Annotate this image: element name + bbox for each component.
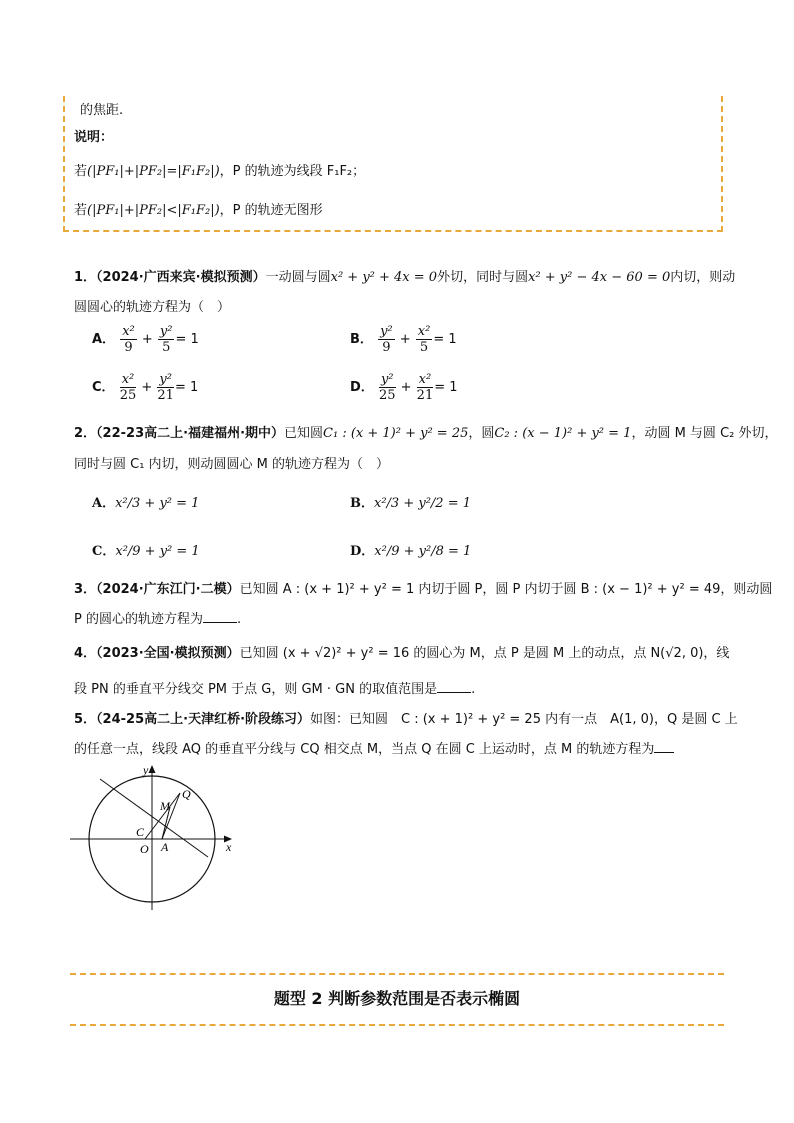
- answer-blank[interactable]: [654, 740, 674, 753]
- frac-num: y²: [159, 324, 173, 339]
- q2-option-c: [92, 540, 200, 559]
- q1-option-a: A． $\frac{\text{x²}}{9}$ + $\frac{\text{y²}}{5}$ = 1: [92, 324, 199, 355]
- q2-line-2: 同时与圆 C₁ 内切，则动圆圆心 M 的轨迹方程为（ ）: [74, 457, 390, 472]
- frac-den: 5: [419, 340, 429, 355]
- note-line-3-math: (|PF₁|+|PF₂|<|F₁F₂|): [87, 203, 220, 218]
- option-expr: x²/3 + y²/2 = 1: [374, 496, 471, 511]
- option-label: A．: [92, 496, 116, 511]
- note-line-2-suffix: ，P 的轨迹为线段 F₁F₂；: [219, 164, 366, 179]
- frac-den: 9: [382, 340, 391, 355]
- q1-option-b: B． $\frac{\text{y²}}{9}$ + $\frac{\text{x²}}{5}$ = 1: [350, 324, 457, 355]
- q4-text-a: 已知圆 (x + √2)² + y² = 16 的圆心为 M，点 P 是圆 M 上的动点，点 N(√2, 0)，线: [239, 646, 730, 661]
- option-label: D．: [350, 380, 374, 395]
- option-rhs: = 1: [434, 380, 458, 395]
- frac-num: y²: [380, 372, 394, 387]
- option-rhs: = 1: [433, 332, 457, 347]
- q2-option-a: [92, 492, 199, 511]
- q2-text-b: ，圆: [468, 426, 495, 441]
- note-heading: 说明：: [74, 130, 114, 145]
- frac-den: 25: [119, 388, 137, 403]
- option-label: C．: [92, 380, 115, 395]
- q2-text-c: ，动圆 M 与圆 C₂ 外切，: [631, 426, 778, 441]
- q1-option-d: D． $\frac{\text{y²}}{25}$ + $\frac{\text{x²}}{21}$ = 1: [350, 372, 458, 403]
- label-c: C: [136, 825, 145, 839]
- q1-text-b: 外切，同时与圆: [437, 270, 529, 285]
- q1-number: 1．: [74, 270, 97, 285]
- q3-line-1: [74, 578, 772, 597]
- q5-text-a: 如图：已知圆 C : (x + 1)² + y² = 25 内有一点 A(1, 0)，Q 是圆 C 上: [310, 712, 738, 727]
- q4-line-1: [74, 642, 729, 661]
- q3-end: .: [236, 612, 242, 627]
- q3-text-a: 已知圆 A : (x + 1)² + y² = 1 内切于圆 P，圆 P 内切于圆 B : (x − 1)² + y² = 49，则动圆: [239, 582, 773, 597]
- frac-den: 5: [162, 340, 171, 355]
- note-line-3-suffix: ，P 的轨迹无图形: [219, 203, 323, 218]
- label-y: y: [143, 763, 149, 777]
- q4-number: 4．: [74, 646, 97, 661]
- section-divider-bottom: [70, 1024, 724, 1026]
- q4-source: （2023·全国·模拟预测）: [96, 646, 240, 661]
- frac-num: x²: [121, 372, 135, 387]
- frac-den: 21: [157, 388, 174, 403]
- note-line-2-math: (|PF₁|+|PF₂|=|F₁F₂|): [87, 164, 220, 179]
- q1-source: （2024·广西来宾·模拟预测）: [96, 270, 266, 285]
- q1-text-c: 内切，则动: [670, 270, 736, 285]
- q4-text-b: 段 PN 的垂直平分线交 PM 于点 G，则 GM · GN 的取值范围是: [74, 682, 438, 697]
- frac-num: x²: [122, 324, 135, 339]
- q2-option-d: [350, 540, 471, 559]
- q1-eq-1: x² + y² + 4x = 0: [330, 270, 438, 285]
- option-label: D．: [350, 544, 375, 559]
- frac-num: y²: [159, 372, 172, 387]
- option-expr: x²/9 + y² = 1: [115, 544, 200, 559]
- option-label: A．: [92, 332, 116, 347]
- frac-num: y²: [380, 324, 393, 339]
- frac-den: 21: [416, 388, 434, 403]
- q2-line-1: [74, 422, 778, 441]
- y-axis-arrow: [149, 765, 156, 773]
- q3-line-2: [74, 608, 241, 627]
- q3-number: 3．: [74, 582, 97, 597]
- label-x: x: [226, 840, 232, 854]
- q5-line-1: [74, 708, 738, 727]
- note-line-3-prefix: 若: [74, 203, 88, 218]
- label-m: M: [160, 799, 170, 813]
- frac-den: 9: [124, 340, 133, 355]
- q3-text-b: P 的圆心的轨迹方程为: [74, 612, 203, 627]
- option-expr: x²/3 + y² = 1: [115, 496, 200, 511]
- q4-line-2: [74, 678, 475, 697]
- option-rhs: = 1: [174, 380, 199, 395]
- q1-line-2: 圆圆心的轨迹方程为（ ）: [74, 300, 231, 315]
- q2-option-b: [350, 492, 471, 511]
- q4-end: .: [471, 682, 476, 697]
- label-a: A: [161, 840, 169, 854]
- note-line-1: 的焦距.: [80, 103, 124, 118]
- q2-text-a: 已知圆: [284, 426, 324, 441]
- answer-blank[interactable]: [437, 680, 471, 693]
- frac-num: x²: [418, 372, 432, 387]
- q2-source: （22-23高二上·福建福州·期中）: [96, 426, 285, 441]
- q5-text-b: 的任意一点，线段 AQ 的垂直平分线与 CQ 相交点 M，当点 Q 在圆 C 上运动时，点 M 的轨迹方程为: [74, 742, 655, 757]
- answer-blank[interactable]: [203, 610, 237, 623]
- q2-number: 2．: [74, 426, 97, 441]
- section-divider-top: [70, 973, 724, 975]
- q3-source: （2024·广东江门·二模）: [96, 582, 240, 597]
- circle-figure: [70, 758, 245, 913]
- q1-text-a: 一动圆与圆: [265, 270, 331, 285]
- label-o: O: [140, 842, 149, 856]
- q2-eq-2: C₂ : (x − 1)² + y² = 1: [494, 426, 632, 441]
- q1-option-c: C． $\frac{\text{x²}}{25}$ + $\frac{\text{y²}}{21}$ = 1: [92, 372, 199, 403]
- frac-num: x²: [417, 324, 431, 339]
- q5-number: 5．: [74, 712, 97, 727]
- option-label: B．: [350, 332, 373, 347]
- q5-source: （24-25高二上·天津红桥·阶段练习）: [96, 712, 311, 727]
- note-line-3: [74, 199, 323, 218]
- q2-eq-1: C₁ : (x + 1)² + y² = 25: [323, 426, 469, 441]
- q5-line-2: [74, 738, 674, 757]
- option-expr: x²/9 + y²/8 = 1: [374, 544, 472, 559]
- option-label: C．: [92, 544, 116, 559]
- frac-den: 25: [378, 388, 396, 403]
- section-title: 题型 2 判断参数范围是否表示椭圆: [273, 989, 521, 1008]
- option-rhs: = 1: [175, 332, 199, 347]
- note-line-2-prefix: 若: [74, 164, 88, 179]
- note-line-2: [74, 160, 365, 179]
- q1-eq-2: x² + y² − 4x − 60 = 0: [528, 270, 671, 285]
- label-q: Q: [182, 787, 191, 801]
- q1-line-1: [74, 266, 735, 285]
- option-label: B．: [350, 496, 374, 511]
